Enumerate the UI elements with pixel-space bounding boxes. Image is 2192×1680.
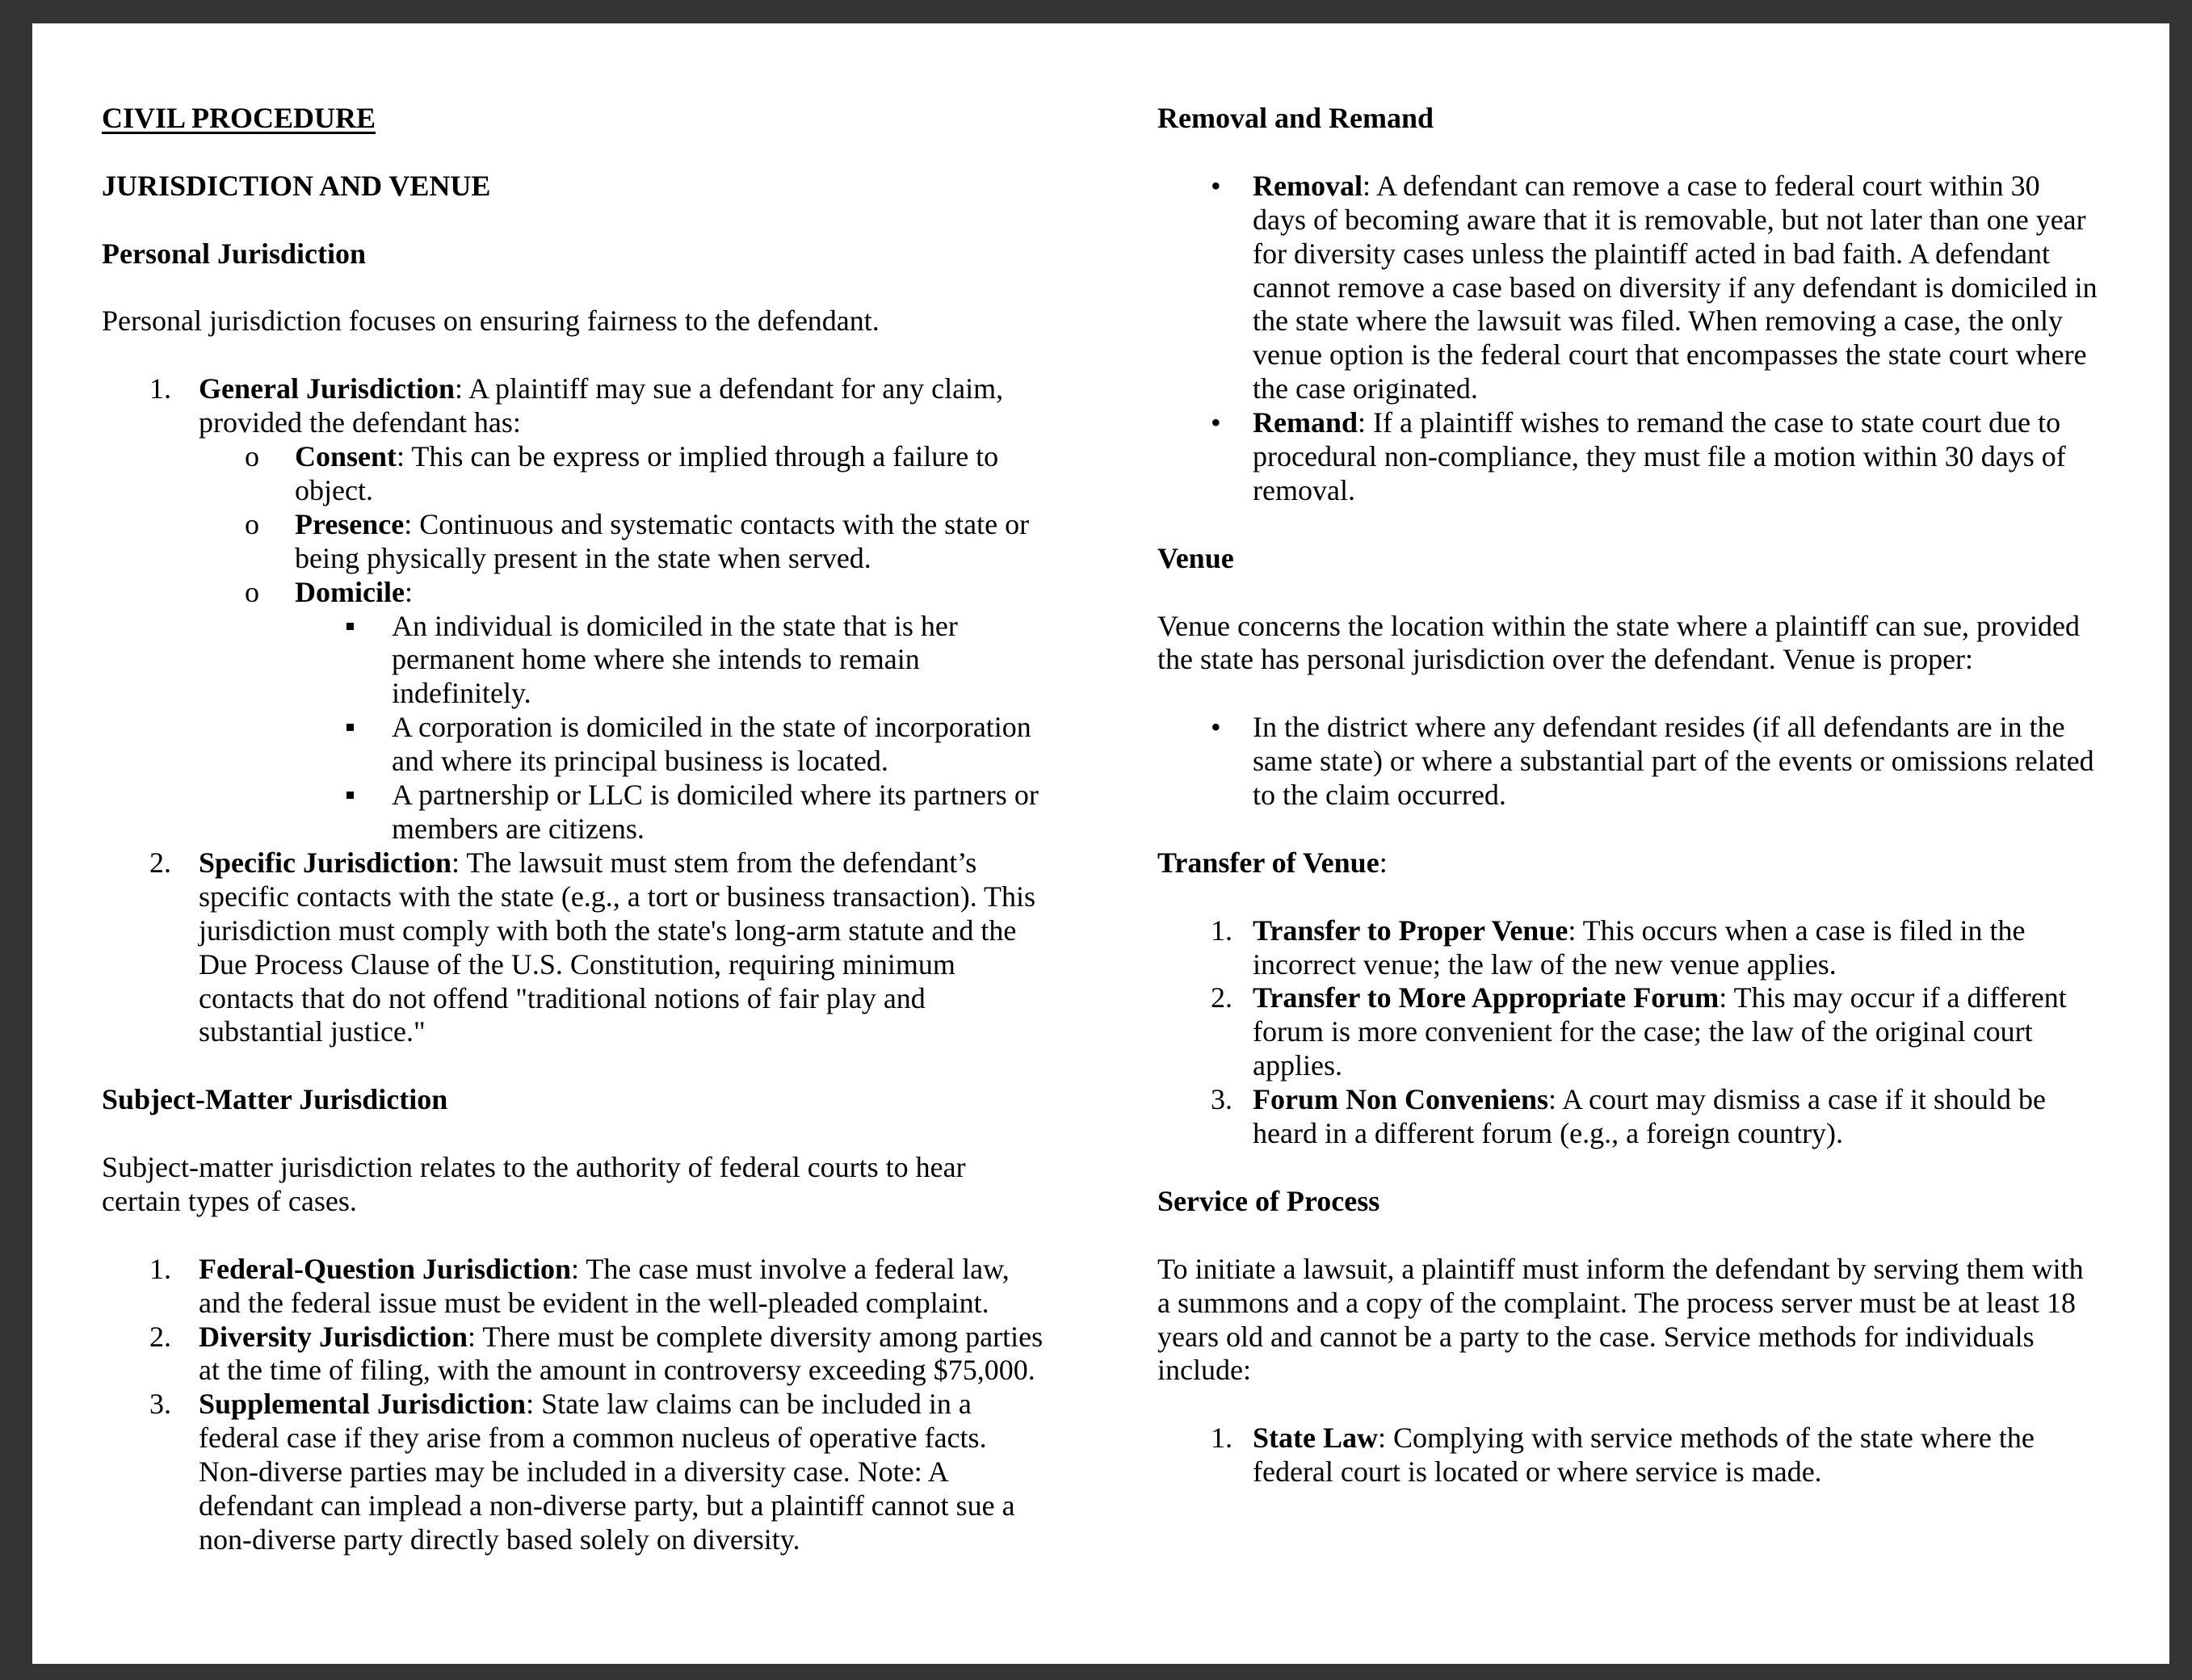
list-number: 1. [1211, 914, 1232, 947]
text-line: and the federal issue must be evident in the well-pleaded complaint. [199, 1286, 989, 1319]
text-line: Due Process Clause of the U.S. Constitution, requiring minimum [199, 947, 955, 981]
item-label: Federal-Question Jurisdiction [199, 1252, 571, 1285]
list-number: 2. [1211, 981, 1232, 1014]
list-number: 3. [1211, 1083, 1232, 1116]
section-heading [1157, 542, 2151, 576]
right-column [1157, 102, 2151, 1489]
item-label: Specific Jurisdiction [199, 846, 451, 879]
list-number: 3. [149, 1388, 171, 1421]
heading-text: Transfer of Venue [1157, 846, 1379, 879]
bullet-icon: • [1211, 169, 1221, 202]
item-label: State Law [1253, 1422, 1378, 1455]
square-bullet-icon [346, 623, 354, 630]
bullet-icon: • [1211, 406, 1221, 439]
paragraph [102, 1151, 1111, 1219]
text-line: To initiate a lawsuit, a plaintiff must inform the defendant by serving them with [1157, 1252, 2084, 1285]
text-line: permanent home where she intends to remain [392, 643, 920, 676]
list-item [102, 711, 1111, 779]
text-line: for diversity cases unless the plaintiff acted in bad faith. A defendant [1253, 237, 2051, 270]
list-item [102, 440, 1111, 508]
text-line: Consent: This can be express or implied through a failure to [295, 440, 999, 472]
text-line: federal court is located or where service is made. [1253, 1455, 1822, 1489]
list-item [102, 1388, 1111, 1557]
section-heading [1157, 1185, 2151, 1219]
item-label: Consent [295, 440, 397, 472]
paragraph [102, 304, 1111, 338]
text-line: the state has personal jurisdiction over the defendant. Venue is proper: [1157, 643, 1974, 676]
text-line: State Law: Complying with service methods of the state where the [1253, 1422, 2035, 1455]
text-line: to the claim occurred. [1253, 779, 1506, 812]
text-line: venue option is the federal court that encompasses the state court where [1253, 338, 2087, 372]
text-line: contacts that do not offend "traditional notions of fair play and [199, 981, 926, 1014]
text-line: cannot remove a case based on diversity if any defendant is domiciled in [1253, 271, 2098, 304]
text-line: applies. [1253, 1049, 1342, 1082]
square-bullet-icon [346, 792, 354, 799]
text-line: the state where the lawsuit was filed. When removing a case, the only [1253, 304, 2064, 338]
text-line: substantial justice." [199, 1015, 426, 1048]
text-line: removal. [1253, 473, 1355, 506]
square-bullet-icon [346, 779, 354, 813]
text-line: Supplemental Jurisdiction: State law claims can be included in a [199, 1388, 972, 1421]
circle-bullet-icon: o [245, 507, 259, 540]
heading-text: Removal and Remand [1157, 102, 1434, 134]
heading-text: Personal Jurisdiction [102, 237, 367, 270]
section-heading [1157, 846, 2151, 880]
list-item [102, 576, 1111, 610]
item-label: Forum Non Conveniens [1253, 1083, 1549, 1116]
text-line: Presence: Continuous and systematic contacts with the state or [295, 507, 1030, 540]
list-item [1157, 1422, 2151, 1489]
text-line: and where its principal business is located. [392, 745, 888, 778]
list-item [1157, 914, 2151, 982]
list-number: 1. [149, 372, 171, 405]
text-line: non-diverse party directly based solely on diversity. [199, 1522, 800, 1556]
section-heading [102, 170, 1111, 204]
list-item [102, 372, 1111, 440]
heading-text: Service of Process [1157, 1184, 1380, 1217]
list-item [1157, 170, 2151, 406]
text-line: being physically present in the state when served. [295, 541, 871, 574]
text-line: forum is more convenient for the case; the law of the original court [1253, 1015, 2033, 1048]
text-line: federal case if they arise from a common nucleus of operative facts. [199, 1422, 987, 1455]
text-line: years old and cannot be a party to the case. Service methods for individuals [1157, 1320, 2035, 1353]
text-line: at the time of filing, with the amount in controversy exceeding $75,000. [199, 1354, 1035, 1387]
text-line: Domicile: [295, 575, 413, 608]
circle-bullet-icon: o [245, 440, 259, 472]
item-label: Presence [295, 507, 405, 540]
text-line: Remand: If a plaintiff wishes to remand the case to state court due to [1253, 406, 2061, 439]
list-number: 2. [149, 846, 171, 879]
text-line: certain types of cases. [102, 1184, 357, 1217]
square-bullet-icon [346, 724, 354, 731]
text-line: Federal-Question Jurisdiction: The case must involve a federal law, [199, 1252, 1010, 1285]
square-bullet-icon [346, 711, 354, 745]
text-line: a summons and a copy of the complaint. The process server must be at least 18 [1157, 1286, 2077, 1319]
text-line: In the district where any defendant resides (if all defendants are in the [1253, 711, 2065, 744]
text-line: include: [1157, 1354, 1251, 1387]
item-label: Diversity Jurisdiction [199, 1320, 468, 1353]
text-line: Removal: A defendant can remove a case to federal court within 30 [1253, 169, 2040, 202]
heading-text: Subject-Matter Jurisdiction [102, 1083, 448, 1116]
list-item [102, 846, 1111, 1049]
text-line: Transfer to More Appropriate Forum: This may occur if a different [1253, 981, 2067, 1014]
list-item [102, 610, 1111, 712]
section-heading [1157, 102, 2151, 136]
heading-text: Venue [1157, 541, 1234, 574]
text-line: Subject-matter jurisdiction relates to the authority of federal courts to hear [102, 1151, 966, 1183]
text-line: Non-diverse parties may be included in a diversity case. Note: A [199, 1455, 949, 1489]
list-number: 2. [149, 1320, 171, 1353]
circle-bullet-icon: o [245, 575, 259, 608]
text-line: Specific Jurisdiction: The lawsuit must stem from the defendant’s [199, 846, 977, 879]
list-item [102, 508, 1111, 576]
text-line: specific contacts with the state (e.g., a tort or business transaction). This [199, 880, 1036, 913]
section-heading [102, 1083, 1111, 1117]
list-item [102, 1321, 1111, 1388]
text-line: indefinitely. [392, 677, 531, 710]
text-line: Forum Non Conveniens: A court may dismiss a case if it should be [1253, 1083, 2046, 1116]
text-line: object. [295, 473, 373, 506]
text-line: Transfer to Proper Venue: This occurs when a case is filed in the [1253, 914, 2026, 947]
document-title [102, 102, 1111, 136]
list-item [102, 779, 1111, 846]
text-line: provided the defendant has: [199, 406, 521, 439]
text-line: A corporation is domiciled in the state of incorporation [392, 711, 1031, 744]
text-line: Venue concerns the location within the state where a plaintiff can sue, provided [1157, 609, 2080, 642]
text-line: procedural non-compliance, they must file a motion within 30 days of [1253, 440, 2066, 473]
text-line: jurisdiction must comply with both the state's long-arm statute and the [199, 914, 1017, 947]
left-column [102, 102, 1111, 1557]
item-label: General Jurisdiction [199, 372, 455, 405]
list-number: 1. [149, 1252, 171, 1285]
heading-text: CIVIL PROCEDURE [102, 102, 376, 134]
item-label: Remand [1253, 406, 1358, 439]
text-line: heard in a different forum (e.g., a foreign country). [1253, 1117, 1844, 1150]
text-line: defendant can implead a non-diverse party, but a plaintiff cannot sue a [199, 1489, 1015, 1522]
item-label: Transfer to More Appropriate Forum [1253, 981, 1720, 1014]
list-item [1157, 406, 2151, 508]
item-label: Domicile [295, 575, 405, 608]
paragraph [1157, 1253, 2151, 1388]
paragraph [1157, 610, 2151, 678]
list-item [1157, 711, 2151, 813]
text-line: An individual is domiciled in the state that is her [392, 609, 958, 642]
item-label: Transfer to Proper Venue [1253, 914, 1568, 947]
heading-suffix: : [1379, 846, 1388, 879]
bullet-icon: • [1211, 711, 1221, 744]
section-heading [102, 237, 1111, 271]
text-line: same state) or where a substantial part of the events or omissions related [1253, 745, 2094, 778]
text-line: members are citizens. [392, 812, 645, 845]
heading-text: JURISDICTION AND VENUE [102, 169, 491, 202]
text-line: Diversity Jurisdiction: There must be complete diversity among parties [199, 1320, 1044, 1353]
text-line: incorrect venue; the law of the new venue applies. [1253, 947, 1837, 981]
text-line: A partnership or LLC is domiciled where its partners or [392, 779, 1039, 812]
square-bullet-icon [346, 610, 354, 644]
text-line: the case originated. [1253, 372, 1478, 405]
text-line: General Jurisdiction: A plaintiff may sue a defendant for any claim, [199, 372, 1004, 405]
text-line: days of becoming aware that it is removable, but not later than one year [1253, 203, 2086, 236]
list-item [1157, 1083, 2151, 1151]
text-line: Personal jurisdiction focuses on ensuring fairness to the defendant. [102, 304, 880, 338]
list-item [102, 1253, 1111, 1321]
item-label: Supplemental Jurisdiction [199, 1388, 527, 1421]
document-page [32, 23, 2169, 1664]
list-number: 1. [1211, 1422, 1232, 1455]
list-item [1157, 981, 2151, 1083]
item-label: Removal [1253, 169, 1363, 202]
